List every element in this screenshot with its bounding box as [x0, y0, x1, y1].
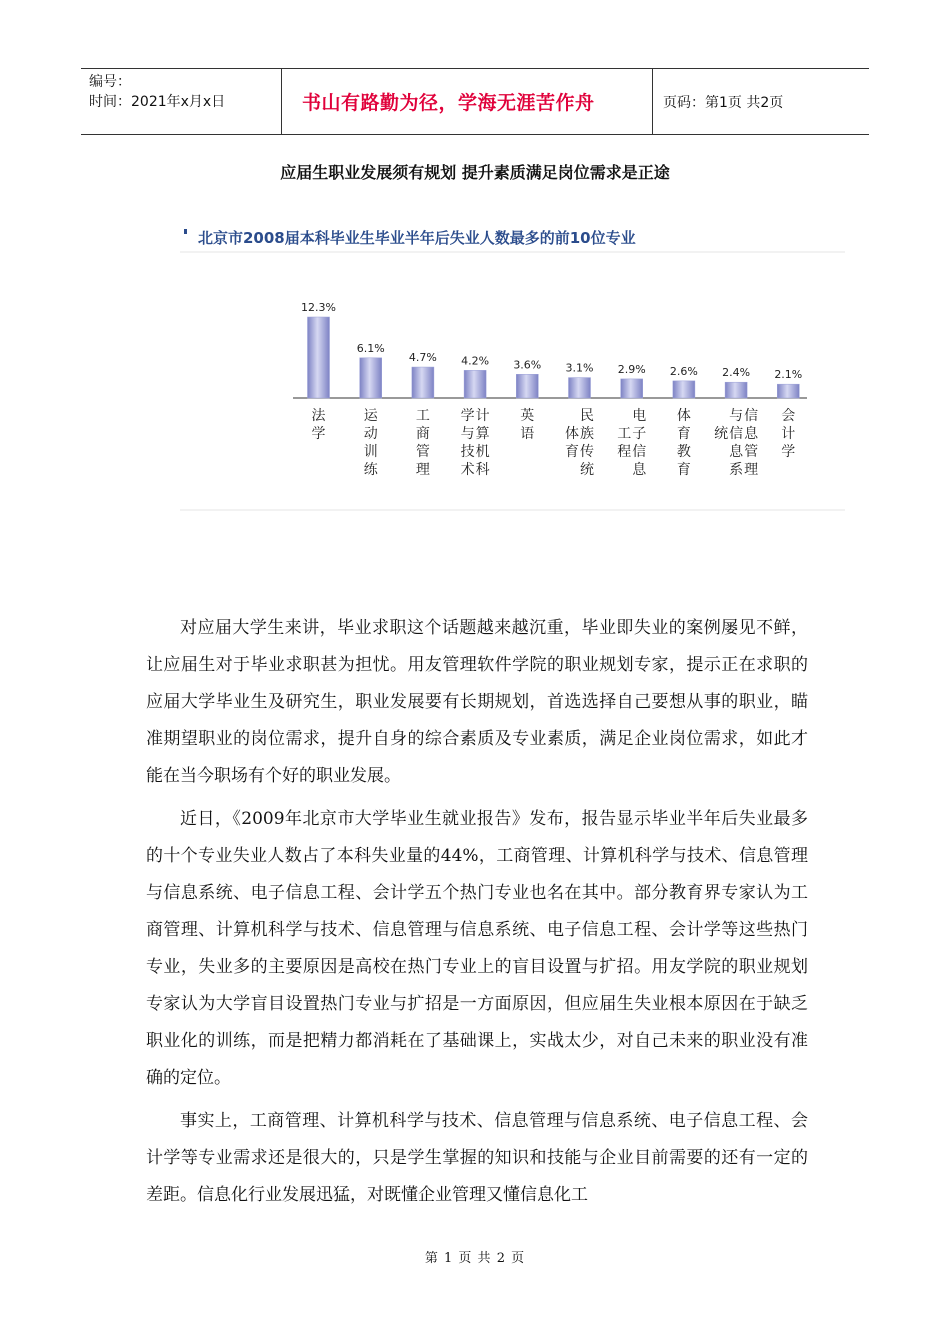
category-label-char: 信	[632, 444, 647, 460]
motto: 书山有路勤为径，学海无涯苦作舟	[302, 92, 595, 114]
number-label: 编号：	[89, 74, 131, 90]
category-label-char: 管	[744, 444, 759, 460]
paragraph-2: 近日，《2009年北京市大学毕业生就业报告》发布，报告显示毕业半年后失业最多的十个专业失业人数占了本科失业量的44%，工商管理、计算机科学与技术、信息管理与信息系统、电子信息工程、会计学五个热门专业也名在其中。部分教育界专家认为工商管理、计算机科学与技术、信息管理与信息系统、电子信息工程、会计学等这些热门专业，失业多的主要原因是高校在热门专业上的盲目设置与扩招。用友学院的职业规划专家认为大学盲目设置热门专业与扩招是一方面原因，但应届生失业根本原因在于缺乏职业化的训练，而是把精力都消耗在了基础课上，实战太少，对自己未来的职业没有准确的定位。	[146, 809, 808, 1088]
bar-value-label: 3.6%	[513, 358, 542, 372]
category-label	[416, 408, 430, 478]
category-label-char: 程	[617, 444, 632, 460]
category-label	[617, 407, 647, 478]
category-label	[312, 407, 327, 442]
category-label-char: 学	[311, 426, 326, 442]
category-label-char: 工	[415, 408, 430, 424]
category-label-char: 学	[460, 408, 475, 424]
bar	[777, 384, 799, 398]
chart-svg	[180, 220, 845, 512]
page-title: 应届生职业发展须有规划 提升素质满足岗位需求是正途	[280, 163, 670, 182]
category-label-char: 练	[363, 462, 378, 478]
category-label-char: 与	[460, 426, 475, 442]
category-label-char: 育	[565, 444, 579, 460]
category-label-char: 子	[632, 426, 647, 442]
category-label-char: 语	[520, 426, 535, 442]
bar	[621, 379, 643, 398]
chart-title: 北京市2008届本科毕业生毕业半年后失业人数最多的前10位专业	[198, 229, 636, 247]
page-footer: 第 1 页 共 2 页	[424, 1251, 526, 1266]
category-label-char: 科	[475, 462, 490, 478]
body-text	[146, 610, 808, 1220]
category-label-char: 运	[363, 408, 378, 424]
header-motto-cell	[281, 69, 653, 134]
bar-value-label: 4.2%	[461, 354, 490, 368]
category-label-char: 息	[729, 444, 744, 460]
bar	[308, 317, 330, 398]
bar-value-label: 2.6%	[669, 364, 698, 378]
bar	[464, 370, 486, 398]
category-label	[364, 408, 379, 478]
category-label-char: 民	[580, 408, 594, 424]
category-label-char: 理	[415, 462, 430, 478]
bar-value-label: 3.1%	[565, 361, 594, 375]
bar-value-label: 12.3%	[301, 301, 336, 314]
category-label-char: 育	[676, 462, 691, 478]
bar-value-label: 2.1%	[774, 368, 803, 382]
header-page-cell	[653, 69, 869, 134]
category-label-char: 息	[744, 426, 759, 442]
category-label-char: 信	[729, 426, 744, 442]
category-label-char: 管	[415, 444, 430, 460]
category-label-char: 理	[744, 462, 759, 478]
title-bullet	[184, 229, 187, 234]
category-label	[565, 408, 594, 478]
date-label: 时间：2021年x月x日	[89, 94, 226, 110]
bar-value-label: 2.4%	[722, 366, 751, 380]
bar	[412, 367, 434, 398]
header-info-cell	[81, 69, 281, 134]
category-label-char: 电	[632, 408, 647, 424]
bar	[673, 381, 695, 398]
category-label	[781, 408, 795, 460]
category-label-char: 法	[311, 408, 326, 424]
category-label-char: 计	[475, 408, 490, 424]
category-label	[461, 407, 490, 478]
bar-chart	[180, 220, 845, 512]
category-label-char: 会	[781, 408, 796, 424]
category-label-char: 系	[729, 462, 744, 478]
bar	[360, 358, 382, 398]
category-label-char: 育	[676, 426, 691, 442]
category-label-char: 商	[415, 426, 430, 442]
category-label-char: 体	[565, 426, 579, 442]
category-label-char: 与	[729, 408, 744, 424]
category-label-char: 族	[580, 426, 594, 442]
bar-value-label: 4.7%	[408, 351, 437, 365]
paragraph-1: 对应届大学生来讲，毕业求职这个话题越来越沉重，毕业即失业的案例屡见不鲜，让应届生对于毕业求职甚为担忧。用友管理软件学院的职业规划专家，提示正在求职的应届大学毕业生及研究生，职业发展要有长期规划，首选选择自己要想从事的职业，瞄准期望职业的岗位需求，提升自身的综合素质及专业素质，满足企业岗位需求，如此才能在当今职场有个好的职业发展。	[146, 618, 808, 786]
bar-value-label: 6.1%	[356, 341, 385, 355]
category-label-char: 机	[475, 444, 490, 460]
category-label-char: 算	[475, 426, 490, 442]
category-label-char: 教	[676, 444, 691, 460]
bar	[725, 382, 747, 398]
category-label-char: 计	[781, 426, 796, 442]
category-label-char: 技	[460, 444, 475, 460]
bar	[569, 378, 591, 398]
category-label-char: 术	[460, 462, 475, 478]
category-labels-group	[312, 407, 796, 478]
category-label-char: 信	[744, 408, 759, 424]
category-label-char: 英	[520, 408, 535, 424]
category-label-char: 动	[363, 426, 378, 442]
category-label	[677, 407, 691, 478]
category-label	[714, 408, 759, 478]
category-label-char: 工	[617, 426, 632, 442]
bar	[516, 374, 538, 398]
bar-value-label: 2.9%	[617, 362, 646, 376]
category-label-char: 统	[580, 462, 594, 478]
category-label	[520, 408, 534, 442]
paragraph-3: 事实上，工商管理、计算机科学与技术、信息管理与信息系统、电子信息工程、会计学等专业需求还是很大的，只是学生掌握的知识和技能与企业目前需要的还有一定的差距。信息化行业发展迅猛，对既懂企业管理又懂信息化工	[146, 1111, 808, 1205]
category-label-char: 息	[632, 462, 647, 478]
page-label: 页码：第1页 共2页	[663, 94, 784, 111]
category-label-char: 训	[363, 444, 378, 460]
bars-group	[308, 317, 803, 398]
header-table	[81, 68, 869, 135]
category-label-char: 体	[676, 408, 691, 424]
category-label-char: 学	[781, 444, 796, 460]
category-label-char: 传	[580, 444, 594, 460]
category-label-char: 统	[714, 426, 729, 442]
